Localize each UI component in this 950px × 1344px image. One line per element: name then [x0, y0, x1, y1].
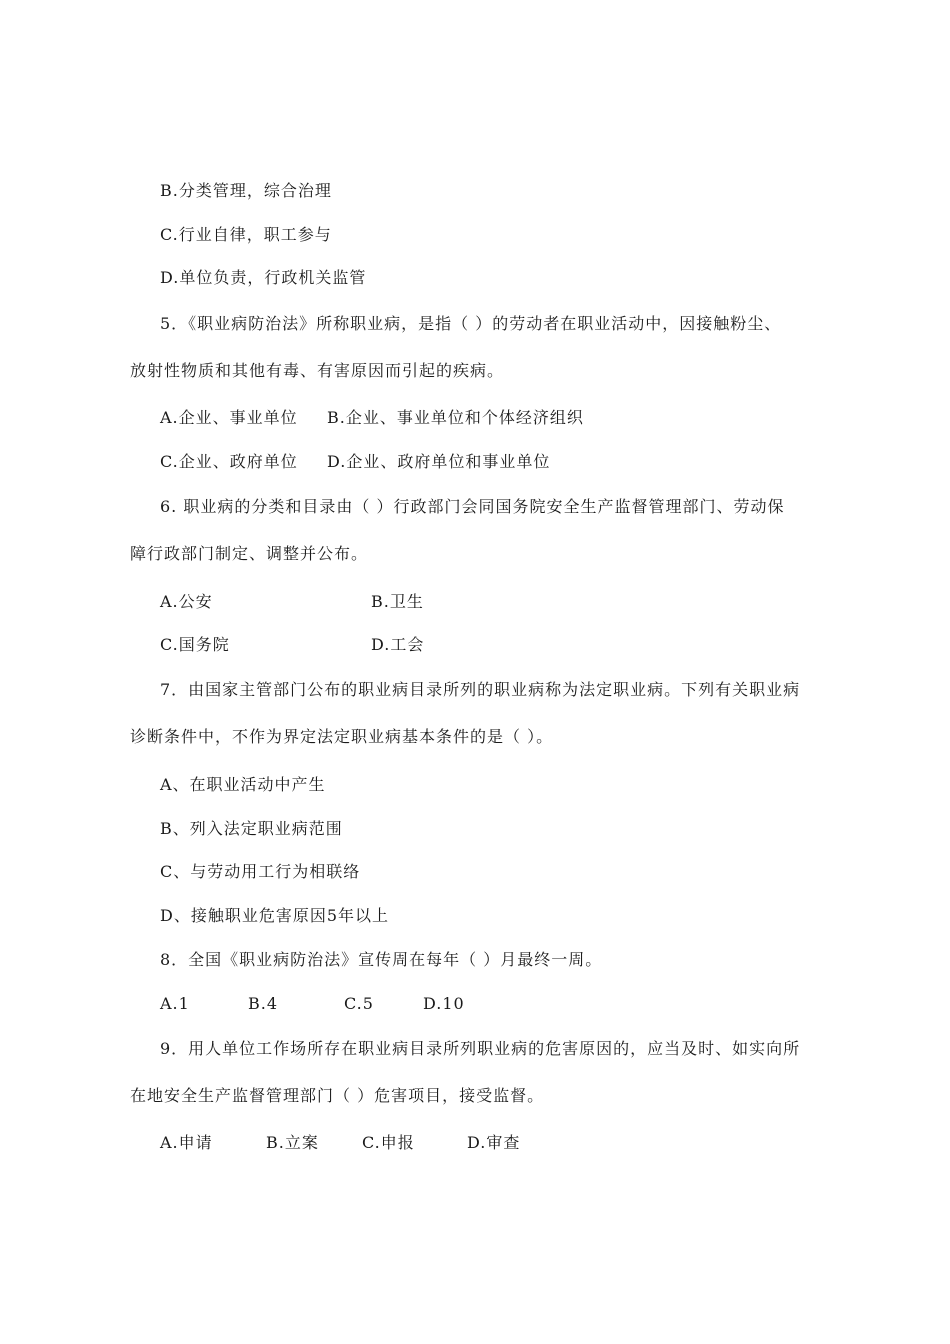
q6-option-c: C.国务院 — [160, 635, 230, 654]
q5-option-c: C.企业、政府单位 — [160, 452, 298, 471]
q4-option-b: B.分类管理，综合治理 — [160, 181, 332, 200]
question-6-text-line2: 障行政部门制定、调整并公布。 — [130, 544, 369, 563]
q8-option-b: B.4 — [248, 994, 279, 1013]
question-5-text-line2: 放射性物质和其他有毒、有害原因而引起的疾病。 — [130, 361, 505, 380]
question-7-text-line2: 诊断条件中，不作为界定法定职业病基本条件的是（ ）。 — [130, 727, 554, 746]
q9-option-c: C.申报 — [362, 1133, 415, 1152]
q7-option-d: D、接触职业危害原因5年以上 — [160, 906, 390, 925]
q4-option-d: D.单位负责，行政机关监管 — [160, 268, 367, 287]
question-7-text-line1: 7．由国家主管部门公布的职业病目录所列的职业病称为法定职业病。下列有关职业病 — [160, 680, 801, 699]
q8-option-d: D.10 — [423, 994, 465, 1013]
question-9-text-line2: 在地安全生产监督管理部门（ ）危害项目，接受监督。 — [130, 1086, 545, 1105]
q9-option-d: D.审查 — [467, 1133, 521, 1152]
q5-option-b: B.企业、事业单位和个体经济组织 — [327, 408, 584, 427]
question-8-text: 8．全国《职业病防治法》宣传周在每年（ ）月最终一周。 — [160, 950, 603, 969]
q6-option-a: A.公安 — [160, 592, 213, 611]
q6-option-b: B.卫生 — [371, 592, 424, 611]
q8-option-a: A.1 — [160, 994, 190, 1013]
question-9-text-line1: 9．用人单位工作场所存在职业病目录所列职业病的危害原因的，应当及时、如实向所 — [160, 1039, 801, 1058]
q7-option-c: C、与劳动用工行为相联络 — [160, 862, 361, 881]
q9-option-b: B.立案 — [266, 1133, 319, 1152]
q6-option-d: D.工会 — [371, 635, 425, 654]
q7-option-b: B、列入法定职业病范围 — [160, 819, 343, 838]
question-6-text-line1: 6. 职业病的分类和目录由（ ）行政部门会同国务院安全生产监督管理部门、劳动保 — [160, 497, 785, 516]
q8-option-c: C.5 — [344, 994, 374, 1013]
question-5-text-line1: 5．《职业病防治法》所称职业病，是指（ ）的劳动者在职业活动中，因接触粉尘、 — [160, 314, 782, 333]
q5-option-d: D.企业、政府单位和事业单位 — [327, 452, 551, 471]
q4-option-c: C.行业自律，职工参与 — [160, 225, 332, 244]
q7-option-a: A、在职业活动中产生 — [160, 775, 326, 794]
q5-option-a: A.企业、事业单位 — [160, 408, 298, 427]
q9-option-a: A.申请 — [160, 1133, 213, 1152]
